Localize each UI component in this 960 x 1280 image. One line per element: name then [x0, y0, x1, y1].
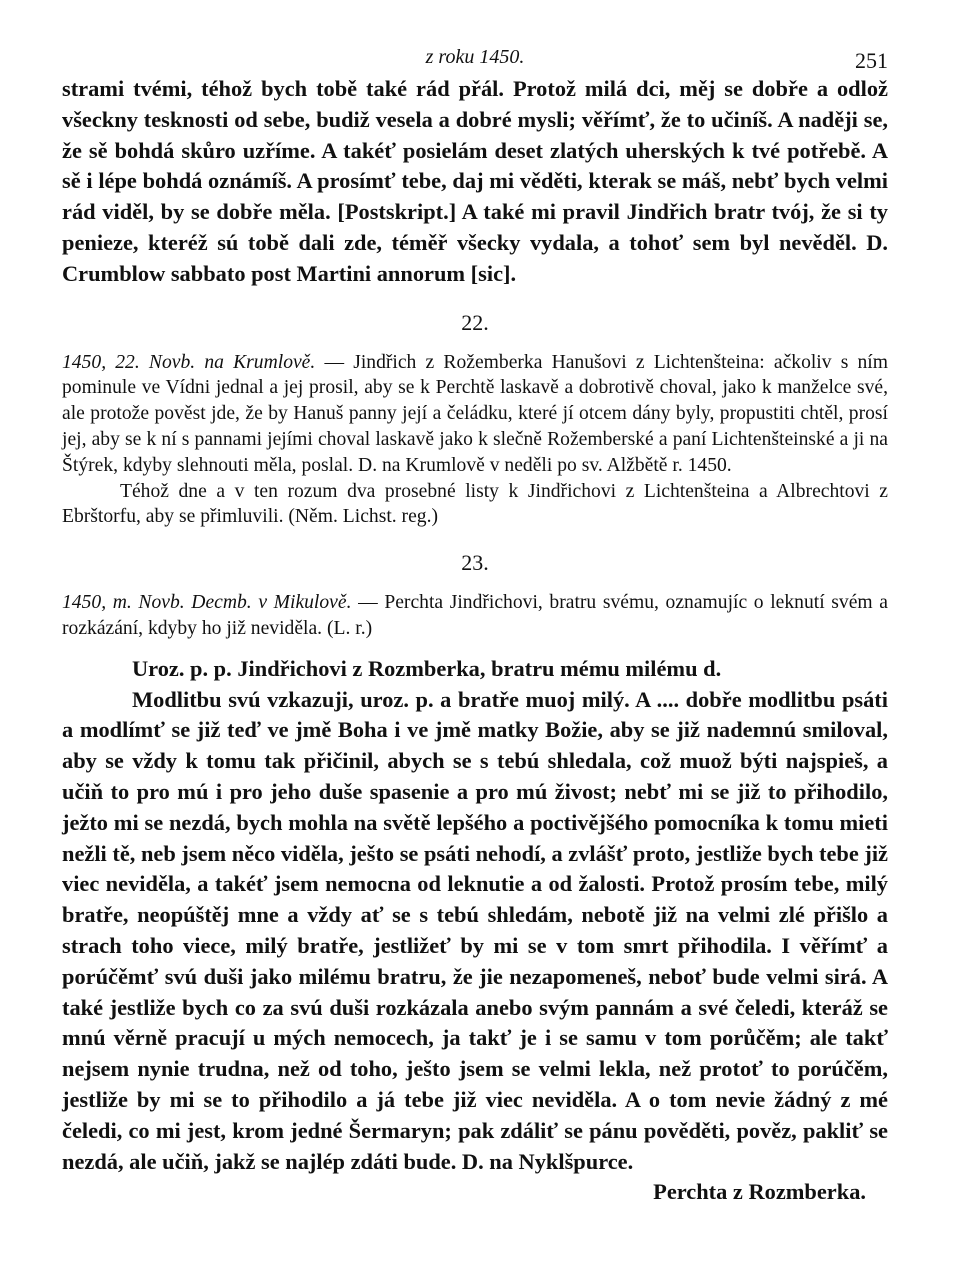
page-number: 251 [855, 48, 888, 73]
entry-22-regest [62, 350, 888, 479]
entry-23-summary: — Perchta Jindřichovi, bratru svému, oznamujíc o leknutí svém a rozkázání, kdyby ho již neviděla. (L. r.) [62, 592, 888, 639]
entry-number-22: 22. [461, 309, 489, 335]
letter-body-text: Modlitbu svú vzkazuji, uroz. p. a bratře muoj milý. A .... dobře modlitbu psáti a modlímť se již teď ve jmě Boha i ve jmě matky Božie, aby se již nademnú smiloval, aby se vždy k tomu tak přičinil, abych se s tebú shledala, což muož býti najspieš, a učiň to pro mú i pro jeho duše spasenie a pro mú živost; nebť mi se již to přihodilo, ježto mi se nezdá, bych mohla na světě lepšého a poctivějšého pomocníka k tomu mieti nežli tě, neb jsem něco viděla, ješto se psáti nehodí, a zvlášť proto, jestliže bych tebe již viec neviděla, a takéť jsem nemocna od leknutie a od žalosti. Protož prosím tebe, milý bratře, neopúštěj mne a vždy ať se s tebú shledám, nebotě již na velmi zlé přišlo a strach toho viece, milý bratře, jestližeť by mi se v tom smrt přihodila. I věřímť a porúčěmť svú duši jako milému bratru, že jie nezapomeneš, neboť bude velmi sirá. A také jestliže bych co za svú duši rozkázala anebo svým pannám a své čeledi, kteráž se mnú věrně pracují u mých nemocech, ja takť je i se samu v tom porůčěm; ale takť nejsem nynie trudna, než od toho, ješto jsem se velmi lekla, než protoť to porúčěm, jestliže by mi se to přihodilo a já tebe již viec neviděla. A o tom nevie žádný z mé čeledi, co mi jest, krom jedné Šermaryn; pak zdáliť se pánu pověděti, pověz, pakliť se nezdá, ale učiň, jakž se najlép zdáti bude. D. na Nyklšpurce. [62, 686, 888, 1174]
page-header [62, 40, 888, 74]
entry-number-23: 23. [461, 550, 489, 576]
letter-body [62, 685, 888, 1205]
entry-22-summary: — Jindřich z Rožemberka Hanušovi z Lichtenšteina: ačkoliv s ním pominule ve Vídni jednal a jej prosil, aby se k Perchtě laskavě a dobrotivě choval, jako k manželce své, ale protože pověst jde, že by Hanuš panny její a čeládku, které jí otcem dány byly, propustiti chtěl, prosí jej, aby se k ní s pannami jejími choval laskavě jako k slečně Rožemberské a paní Lichtenšteinské a ji na Štýrek, kdyby slehnouti měla, poslal. D. na Krumlově v neděli po sv. Alžbětě r. 1450. [62, 351, 888, 476]
book-page [62, 40, 888, 1208]
entry-23-date-place: 1450, m. Novb. Decmb. v Mikulově. [62, 592, 352, 614]
running-head: z roku 1450. [425, 46, 525, 68]
entry-22-note: Téhož dne a v ten rozum dva prosebné listy k Jindřichovi z Lichtenšteina a Albrechtovi z Ebrštorfu, aby se přimluvili. (Něm. Lichst. reg.) [62, 480, 888, 528]
entry-23-regest [62, 590, 888, 642]
letter-signature: Perchta z Rozmberka. [653, 1179, 866, 1205]
letter-address: Uroz. p. p. Jindřichovi z Rozmberka, bratru mému milému d. [132, 655, 722, 681]
letter-continuation: strami tvémi, téhož bych tobě také rád přál. Protož milá dci, měj se dobře a odlož všeckny tesknosti od sebe, budiž vesela a dobré mysli; věřímť, že to učiníš. A naději se, že sě bohdá skůro uzříme. A takéť posielám deset zlatých uherských k tvé potřebě. A sě i lépe bohdá oznámíš. A prosímť tebe, daj mi věděti, kterak se máš, nebť bych velmi rád viděl, by se dobře měla. [Postskript.] A také mi pravil Jindřich bratr tvój, že si ty penieze, kteréž sú tobě dali zde, téměř všecky vydala, a tohoť sem byl nevěděl. D. Crumblow sabbato post Martini annorum [sic]. [62, 76, 888, 286]
entry-22-date-place: 1450, 22. Novb. na Krumlově. [62, 351, 316, 373]
